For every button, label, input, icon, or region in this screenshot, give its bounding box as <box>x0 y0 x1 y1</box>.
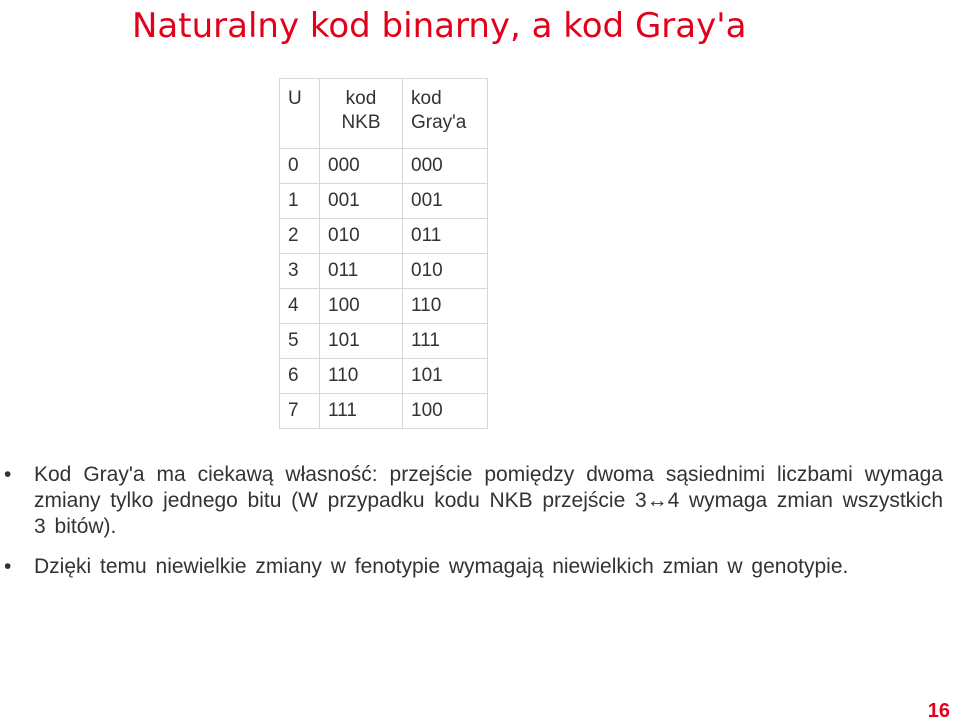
bullet-icon: • <box>4 463 12 486</box>
header-nkb: kod NKB <box>320 79 403 149</box>
table-row <box>280 254 488 289</box>
cell-nkb: 001 <box>320 184 403 219</box>
table-row <box>280 289 488 324</box>
slide-title: Naturalny kod binarny, a kod Gray'a <box>132 6 747 46</box>
table-row <box>280 219 488 254</box>
bullet-text: Dzięki temu niewielkie zmiany w fenotypie wymagają niewielkich zmian w genotypie. <box>34 555 849 578</box>
cell-u: 0 <box>280 149 320 184</box>
table-row <box>280 149 488 184</box>
bullet-list <box>0 462 943 580</box>
cell-gray: 010 <box>403 254 488 289</box>
cell-u: 7 <box>280 394 320 429</box>
cell-gray: 101 <box>403 359 488 394</box>
table-header-row <box>280 79 488 149</box>
cell-gray: 100 <box>403 394 488 429</box>
cell-nkb: 111 <box>320 394 403 429</box>
code-table <box>279 78 488 429</box>
header-u: U <box>280 79 320 149</box>
table-row <box>280 359 488 394</box>
table-row <box>280 184 488 219</box>
bullet-text: Kod Gray'a ma ciekawą własność: przejście pomiędzy dwoma sąsiednimi liczbami wymaga zmiany tylko jednego bitu (W przypadku kodu NKB przejście 3↔4 wymaga zmian wszystkich 3 bitów). <box>34 463 943 538</box>
cell-u: 2 <box>280 219 320 254</box>
cell-nkb: 011 <box>320 254 403 289</box>
cell-nkb: 110 <box>320 359 403 394</box>
bullet-icon: • <box>4 555 12 578</box>
cell-gray: 011 <box>403 219 488 254</box>
page-number: 16 <box>927 700 950 722</box>
cell-u: 1 <box>280 184 320 219</box>
table-row <box>280 394 488 429</box>
table-row <box>280 324 488 359</box>
cell-gray: 111 <box>403 324 488 359</box>
cell-nkb: 100 <box>320 289 403 324</box>
cell-gray: 000 <box>403 149 488 184</box>
cell-nkb: 101 <box>320 324 403 359</box>
cell-u: 6 <box>280 359 320 394</box>
cell-nkb: 010 <box>320 219 403 254</box>
cell-u: 4 <box>280 289 320 324</box>
cell-gray: 110 <box>403 289 488 324</box>
header-gray: kod Gray'a <box>403 79 488 149</box>
cell-gray: 001 <box>403 184 488 219</box>
list-item <box>0 462 943 540</box>
list-item <box>0 554 943 580</box>
cell-u: 5 <box>280 324 320 359</box>
cell-u: 3 <box>280 254 320 289</box>
cell-nkb: 000 <box>320 149 403 184</box>
